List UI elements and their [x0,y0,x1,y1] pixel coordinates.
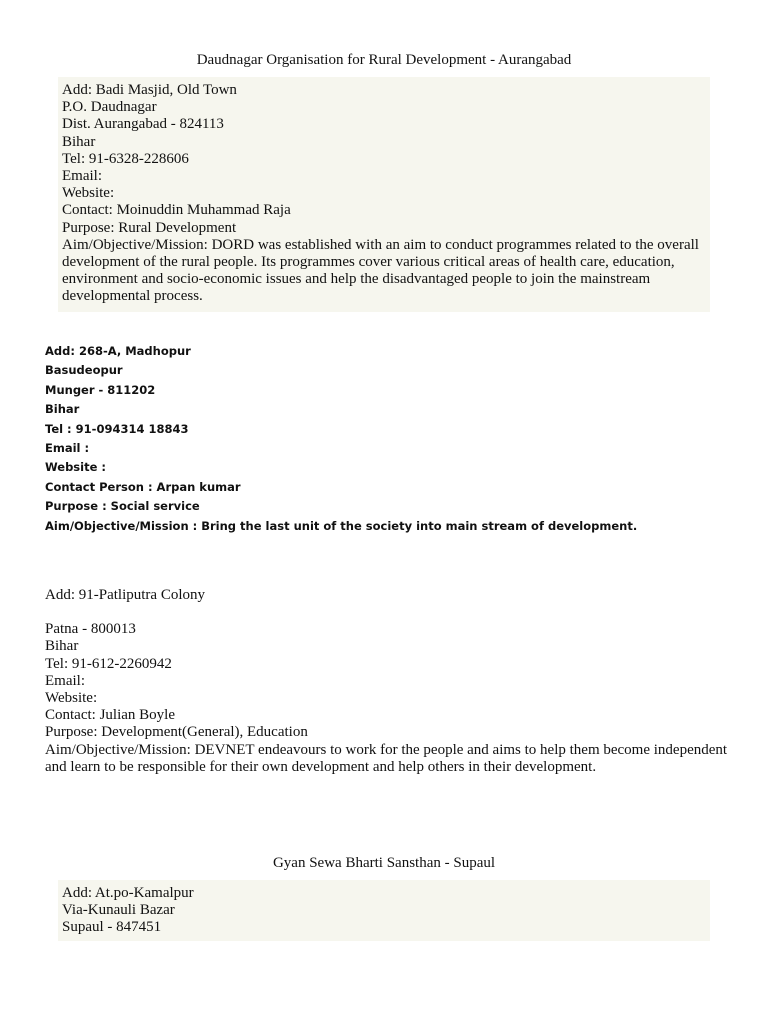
purpose-line: Purpose : Social service [45,499,200,514]
contact-line: Contact Person : Arpan kumar [45,479,241,494]
post-office-line: P.O. Daudnagar [62,99,157,116]
org-details-box-gyan-sewa [58,880,710,941]
org-details-patna [45,587,735,776]
locality-line: Basudeopur [45,363,123,378]
org-details-box-daudnagar [58,77,710,312]
aim-line: Aim/Objective/Mission : Bring the last unit of the society into main stream of development. [45,518,638,533]
city-line: Patna - 800013 [45,621,136,638]
state-line: Bihar [45,402,80,417]
state-line: Bihar [45,638,79,655]
email-line: Email: [45,672,85,689]
contact-line: Contact: Julian Boyle [45,707,175,724]
address-line: Add: 268-A, Madhopur [45,344,191,358]
org-title-gyan-sewa: Gyan Sewa Bharti Sansthan - Supaul [272,855,496,871]
address-line: Add: 91-Patliputra Colony [45,587,205,603]
telephone-line: Tel: 91-6328-228606 [62,150,189,167]
org-details-munger [45,342,735,536]
email-line: Email : [45,441,90,456]
purpose-line: Purpose: Rural Development [62,219,237,236]
org-title-daudnagar: Daudnagar Organisation for Rural Development - Aurangabad [196,52,572,68]
address-line: Add: At.po-Kamalpur [62,885,194,901]
email-line: Email: [62,168,102,185]
website-line: Website: [62,185,115,202]
blank-spacer [45,604,735,621]
address-line: Add: Badi Masjid, Old Town [62,82,237,98]
contact-line: Contact: Moinuddin Muhammad Raja [62,202,291,219]
website-line: Website : [45,460,106,475]
district-line: Dist. Aurangabad - 824113 [62,116,224,133]
website-line: Website: [45,690,98,707]
aim-paragraph: Aim/Objective/Mission: DEVNET endeavours to work for the people and aims to help them become independent and learn to be responsible for their own development and help others in their development. [45,741,728,775]
telephone-line: Tel: 91-612-2260942 [45,655,172,672]
district-line: Supaul - 847451 [62,919,162,936]
telephone-line: Tel : 91-094314 18843 [45,421,189,436]
state-line: Bihar [62,133,96,150]
city-line: Munger - 811202 [45,382,156,397]
purpose-line: Purpose: Development(General), Education [45,724,308,741]
aim-paragraph: Aim/Objective/Mission: DORD was established with an aim to conduct programmes related to the overall development of the rural people. Its programmes cover various critical areas of health care, education, environment and socio-economic issues and help the disadvantaged people to join the mainstream developmental process. [62,236,699,305]
via-line: Via-Kunauli Bazar [62,902,175,919]
